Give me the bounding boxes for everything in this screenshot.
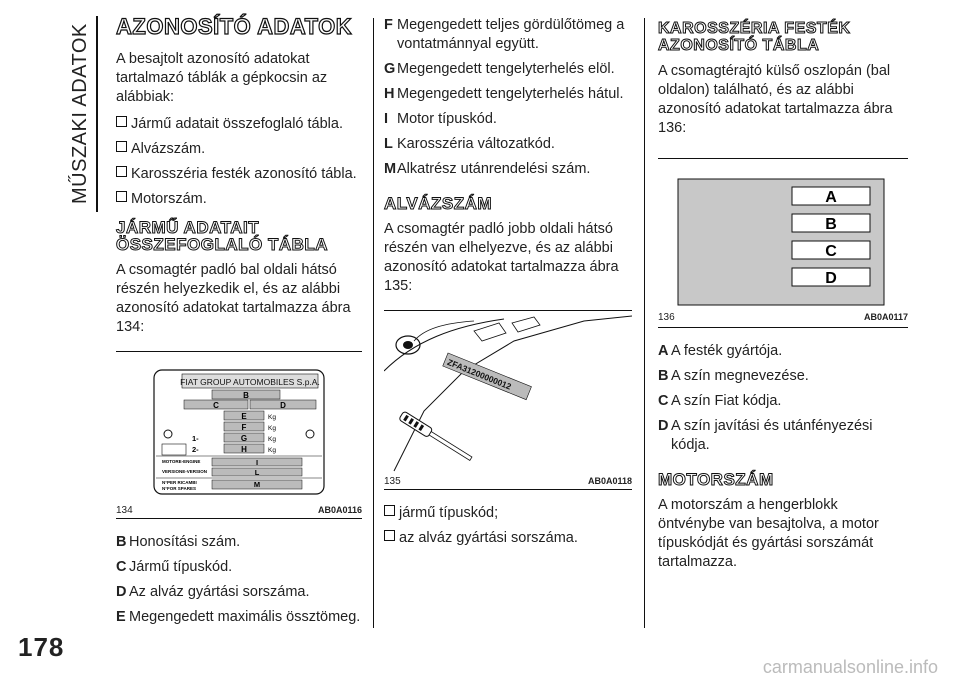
svg-text:L: L <box>254 468 260 477</box>
definition-item: B A szín megnevezése. <box>658 368 809 384</box>
definition-item: G Megengedett tengelyterhelés elöl. <box>384 61 615 77</box>
definition-item: A A festék gyártója. <box>658 343 783 359</box>
svg-text:E: E <box>241 412 247 421</box>
svg-text:1-: 1- <box>192 434 199 443</box>
list-item: az alváz gyártási sorszáma. <box>384 529 632 548</box>
column-divider <box>644 18 645 628</box>
column-3 <box>658 16 908 580</box>
paint-paragraph: A csomagtérajtó külső oszlopán (bal oldalon) található, és az alábbi azonosító adatokat tartalmazza ábra 136: <box>658 63 893 136</box>
definition-item: I Motor típuskód. <box>384 111 497 127</box>
svg-text:B: B <box>243 391 249 400</box>
svg-text:C: C <box>825 243 837 260</box>
heading-paint-plate: KAROSSZÉRIA FESTÉK AZONOSÍTÓ TÁBLA <box>658 20 851 54</box>
figure-number: 134 <box>116 505 133 516</box>
svg-text:Kg: Kg <box>268 447 276 454</box>
list-item: Jármű adatait összefoglaló tábla. <box>116 115 362 134</box>
figure-code: AB0A0118 <box>587 476 632 486</box>
checkbox-bullet-icon <box>116 166 127 177</box>
svg-text:I: I <box>255 458 259 467</box>
list-item: Alvázszám. <box>116 140 362 159</box>
column-2 <box>384 16 632 554</box>
svg-text:Kg: Kg <box>268 425 276 432</box>
svg-text:N°FOR SPARES: N°FOR SPARES <box>162 486 196 491</box>
column-divider <box>373 18 374 628</box>
list-item: jármű típuskód; <box>384 504 632 523</box>
vehicle-data-plate-illustration <box>116 352 362 502</box>
figure-code: AB0A0117 <box>863 312 908 322</box>
column-1 <box>116 16 362 633</box>
definition-item: H Megengedett tengelyterhelés hátul. <box>384 86 624 102</box>
chassis-number-illustration <box>384 311 632 475</box>
side-rule <box>96 16 98 212</box>
side-title-text: MŰSZAKI ADATOK <box>69 23 91 204</box>
engine-paragraph: A motorszám a hengerblokk öntvénybe van besajtolva, a motor típuskódját és gyártási sorszámát tartalmazza. <box>658 497 879 570</box>
definition-item: D Az alváz gyártási sorszáma. <box>116 584 310 600</box>
page-number: 178 <box>18 632 65 662</box>
section-side-title <box>58 14 98 204</box>
svg-text:Kg: Kg <box>268 436 276 443</box>
checkbox-bullet-icon <box>116 141 127 152</box>
svg-text:VERSIONE-VERSION: VERSIONE-VERSION <box>162 469 208 474</box>
heading-azonosito: AZONOSÍTÓ ADATOK <box>116 14 353 39</box>
chassis-paragraph: A csomagtér padló jobb oldali hátsó részén van elhelyezve, és az alábbi azonosító adatokat tartalmazza ábra 135: <box>384 221 619 294</box>
definition-item: C A szín Fiat kódja. <box>658 393 782 409</box>
definition-item: E Megengedett maximális össztömeg. <box>116 609 361 625</box>
figure-136 <box>658 158 908 328</box>
chassis-stamp-text: ZFA31200000012 <box>445 356 513 392</box>
svg-text:G: G <box>240 434 248 443</box>
svg-text:D: D <box>280 401 286 410</box>
svg-text:Kg: Kg <box>268 414 276 421</box>
svg-text:B: B <box>825 216 837 233</box>
subheading-vehicle-plate: JÁRMŰ ADATAIT ÖSSZEFOGLALÓ TÁBLA <box>116 218 329 254</box>
figure-code: AB0A0116 <box>317 505 362 515</box>
svg-text:D: D <box>825 270 837 287</box>
paint-plate-illustration <box>658 159 908 309</box>
figure-number: 135 <box>384 476 401 487</box>
svg-text:M: M <box>253 480 261 489</box>
watermark: carmanualsonline.info <box>762 657 938 677</box>
svg-text:2-: 2- <box>192 445 199 454</box>
svg-text:N°PER RICAMBI: N°PER RICAMBI <box>162 480 197 485</box>
definition-item: B Honosítási szám. <box>116 534 241 550</box>
svg-text:MOTORE-ENGINE: MOTORE-ENGINE <box>162 459 201 464</box>
definition-item: L Karosszéria változatkód. <box>384 136 555 152</box>
figure-134 <box>116 351 362 519</box>
list-item: Karosszéria festék azonosító tábla. <box>116 165 362 184</box>
checkbox-bullet-icon <box>384 505 395 516</box>
svg-text:A: A <box>825 189 837 206</box>
definition-item: D A szín javítási és utánfényezési kódja. <box>658 418 873 453</box>
checkbox-bullet-icon <box>116 116 127 127</box>
definition-item: F Megengedett teljes gördülőtömeg a vontatmánnyal együtt. <box>384 17 625 52</box>
checkbox-bullet-icon <box>384 530 395 541</box>
checkbox-bullet-icon <box>116 191 127 202</box>
list-item: Motorszám. <box>116 190 362 209</box>
definition-item: C Jármű típuskód. <box>116 559 233 575</box>
intro-paragraph: A besajtolt azonosító adatokat tartalmazó táblák a gépkocsin az alábbiak: <box>116 51 328 105</box>
definition-item: MAlkatrész utánrendelési szám. <box>384 161 591 177</box>
svg-text:H: H <box>241 445 247 454</box>
plate-title: FIAT GROUP AUTOMOBILES S.p.A. <box>180 377 320 387</box>
svg-text:F: F <box>241 423 247 432</box>
figure-number: 136 <box>658 312 675 323</box>
plate-paragraph: A csomagtér padló bal oldali hátsó részén helyezkedik el, és az alábbi azonosító adatokat tartalmazza ábra 134: <box>116 262 351 335</box>
figure-135 <box>384 310 632 490</box>
svg-text:C: C <box>213 401 219 410</box>
heading-motorszam: MOTORSZÁM <box>658 470 774 489</box>
heading-alvazszam: ALVÁZSZÁM <box>384 194 493 213</box>
